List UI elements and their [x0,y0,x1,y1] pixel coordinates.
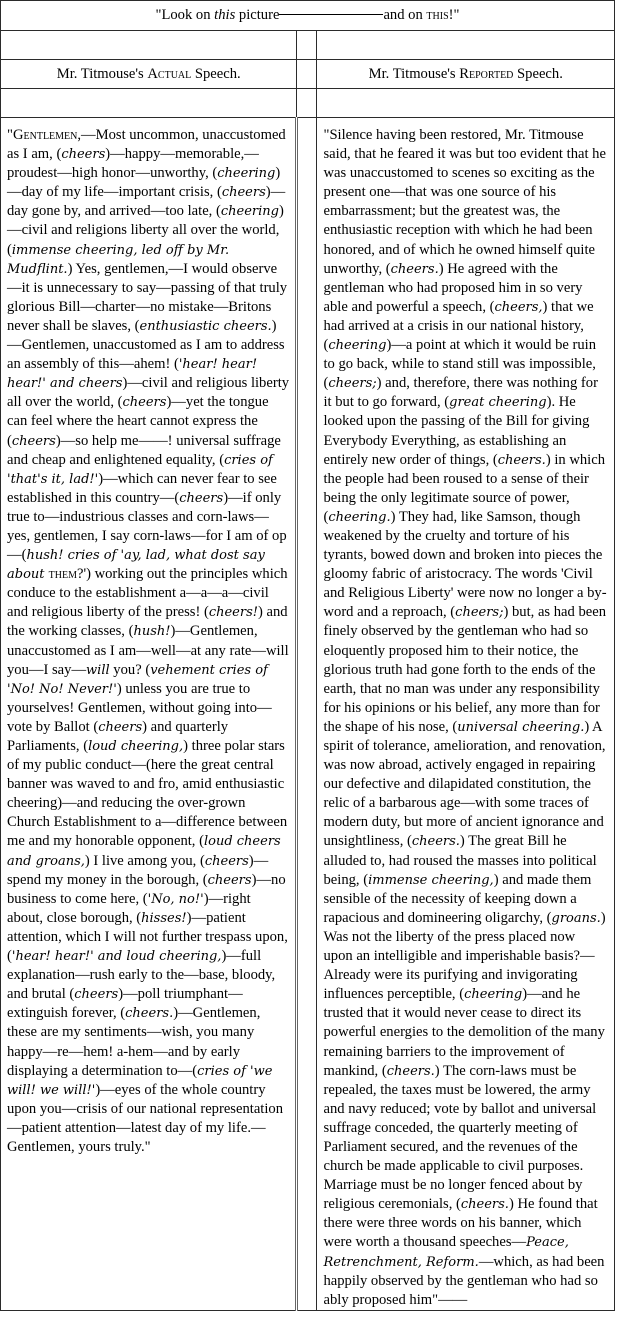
speech-text: you? ( [109,661,151,678]
speech-text: )—civil and religions liberty all over the world, ( [7,203,284,258]
speech-text: ) A spirit of tolerance, amelioration, and renovation, was now abroad, actively engaged in repairing our defective and dilapidated constitution, the relic of a barbarous age—with some traces of modern duty, but more of ancient ignorance and unsightliness, ( [323,718,606,850]
stage-direction: immense cheering, led off by Mr. Mudflint. [7,242,230,277]
speech-text: )—so help me——! universal suffrage and cheap and enlightened equality, ( [7,432,281,468]
speech-text: )—spend my money in the borough, ( [7,852,269,888]
stage-direction: hush! cries of 'ay, lad, what dost say about [7,548,265,583]
stage-direction: cheers; [328,376,377,392]
speech-row [1,118,615,1311]
stage-direction: hisses! [141,910,187,926]
speech-text: ) and, therefore, there was nothing for it but to go forward, ( [323,375,598,411]
speech-text: )—eyes of the whole country upon you—crisis of our national representation—patient attention—latest day of my life.—Gentlemen, yours truly." [7,1081,283,1155]
speech-text: )—if only true to—industrious classes and corn-laws—yes, gentlemen, I say corn-laws—for I am of op—( [7,489,287,564]
speech-text: ) He found that there were three words on his banner, which were worth a thousand speeches— [323,1196,598,1251]
speech-text: ) The great Bill he alluded to, had roused the masses into political being, ( [323,833,597,888]
stage-direction: will [86,662,110,678]
blank-cell-left [1,31,297,60]
speech-text: ). He looked upon the passing of the Bill for giving Everybody Everything, as establishing an entirely new order of things, ( [323,394,590,468]
stage-direction: cries of 'that's it, lad!' [7,452,273,487]
stage-direction: hush! [133,624,171,640]
speech-gap-cell [297,118,317,1311]
title-left: "Look on [155,7,215,23]
speech-text: )—day gone by, and arrived—too late, ( [7,184,286,220]
speech-text: ) They had, like Samson, though weakened by the cruelty and torture of his tyrants, bowed down and broken into pieces the gloomy fabric of aristocracy. The words 'Civil and Religious Liberty' were now no longer a by-word and a reproach, ( [323,508,607,621]
speech-text: )—no business to come here, ( [7,871,286,907]
speech-text: ?') working out the principles which conduce to the establishment a—a—a—civil and religious liberty of the press! ( [7,566,288,621]
speech-text: )—right about, close borough, ( [7,890,251,926]
stage-direction: cheering [328,338,387,354]
stage-direction: cheers [221,185,266,201]
title-left-italic: this [214,7,236,23]
stage-direction: cheers [204,853,249,869]
stage-direction: cheering [220,204,279,220]
speech-text: )—happy—memorable,—proudest—high honor—unworthy, ( [7,146,259,182]
header-reported-suffix: Speech. [513,65,563,82]
blank-cell-right [317,31,615,60]
speech-text: ) The corn-laws must be repealed, the taxes must be lowered, the army and navy reduced; vote by ballot and universal suffrage conceded, the quarterly meeting of Parliament secured, and the revenues of the church be made applicable to civil purposes. Marriage must be no longer fenced about by religious ceremonials, ( [323,1062,597,1213]
stage-direction: cheers [74,987,119,1003]
speech-text: "Silence having been restored, Mr. Titmouse said, that he feared it was but too evident that he was unaccustomed to scenes so exciting as the present one—that was one source of his embarrassment; but the greatest was, the enthusiastic reception with which he had been honored, and of which he owned himself quite unworthy, ( [323,127,606,277]
reported-speech-cell [317,118,615,1311]
stage-direction: cheers [98,719,143,735]
actual-speech-cell [1,118,297,1311]
speech-text: )—day of my life—important crisis, ( [7,165,281,201]
header-actual-suffix: Speech. [191,65,241,82]
stage-direction: cheers [61,147,106,163]
speech-text: —which, as had been happily observed by the gentleman who had so ably proposed him"—— [323,1253,605,1308]
blank-row-top [1,31,615,60]
stage-direction: cheers [122,395,167,411]
stage-direction: vehement cries of 'No! No! Never!' [7,662,268,697]
stage-direction: 'No, no!' [147,891,204,907]
blank-cell-left [1,89,297,118]
speech-text: )—civil and religious liberty all over the world, ( [7,375,290,411]
stage-direction: enthusiastic cheers. [139,318,272,334]
speech-text: ) and quarterly Parliaments, ( [7,718,229,754]
table-title [1,1,615,31]
title-left-after: picture [235,7,280,23]
stage-direction: cheering [217,166,276,182]
title-right-end: !" [448,7,460,23]
stage-direction: cheers [207,872,252,888]
header-actual-speech [1,60,297,89]
speech-text: ) Yes, gentlemen,—I would observe—it is unnecessary to say—passing of that truly glorious Bill—charter—no mistake—Britons never shall be slaves, ( [7,260,288,334]
stage-direction: cheers. [497,452,546,468]
speech-text: ) and made them sensible of the necessity of keeping down a rapacious and domineering oligarchy, ( [323,871,592,926]
stage-direction: cheers. [125,1006,174,1022]
speech-text: )—a point at which it would be ruin to go back, while to stand still was impossible, ( [323,337,597,392]
small-caps-text: them [48,566,77,583]
speech-text: )—patient attention, which I will not further trespass upon, ( [7,909,288,965]
stage-direction: cheers. [390,261,439,277]
blank-cell-gap [297,89,317,118]
stage-direction: cheers. [411,834,460,850]
header-gap [297,60,317,89]
speech-text: ) in which the people had been roused to a sense of their being the only legitimate source of power, ( [323,451,605,525]
speech-text: )—and he trusted that it would never cease to direct its powerful energies to the demolition of the many remaining barriers to the improvement of mankind, ( [323,986,605,1079]
speech-text: )—Gentlemen, unaccustomed as I am to address an assembly of this—ahem! ( [7,317,285,373]
header-actual-emphasis: Actual [147,65,192,82]
speech-text: )—full explanation—rush early to the—base, bloody, and brutal ( [7,948,276,1003]
title-row [1,1,615,31]
speech-text: ) I live among you, ( [84,852,205,869]
stage-direction: cheers [179,490,224,506]
stage-direction: loud cheering, [88,739,184,754]
speech-text: ) He agreed with the gentleman who had proposed him in so very able and powerful a speech, ( [323,260,583,315]
speech-text: ) but, as had been finely observed by the gentleman who had so eloquently proposed him to their notice, the glorious truth had gone forth to the ends of the earth, that no man was under any responsibility for his opinions or his belief, any more than for the shape of his nose, ( [323,604,607,735]
small-caps-text: Gentlemen [12,127,78,143]
stage-direction: cheers. [386,1063,435,1079]
speech-text: ) three polar stars of my public conduct—(here the great central banner was waved to and fro, amid enthusiastic cheering)—and reducing the over-grown Church Establishment to a—difference between me and my honorable opponent, ( [7,738,288,850]
stage-direction: cheering. [328,509,391,525]
speech-text: ) that we had arrived at a crisis in our national history, ( [323,298,594,354]
stage-direction: cheers! [208,605,258,621]
reported-speech-text [317,118,614,1310]
blank-row-bottom [1,89,615,118]
header-reported-emphasis: Reported [459,65,514,82]
stage-direction: cheers [11,433,56,449]
blank-cell-right [317,89,615,118]
stage-direction: groans. [551,910,601,926]
title-right-small-caps: this [426,7,449,23]
stage-direction: cheers. [460,1197,509,1213]
stage-direction: cheers, [494,299,543,315]
stage-direction: immense cheering, [368,872,494,888]
header-reported-speech [317,60,615,89]
stage-direction: 'hear! hear! hear!' and cheers [7,357,258,392]
title-dash [279,14,383,15]
speech-text: ) unless you are true to yourselves! Gentlemen, without going into—vote by Ballot ( [7,680,272,735]
speech-text: ) Was not the liberty of the press placed now upon an intelligible and imperishable basis?—Already were its purifying and invigorating influences perceptible, ( [323,909,606,1003]
speech-text: )—which can never fear to see established in this country—( [7,470,277,506]
stage-direction: universal cheering. [457,719,585,735]
header-row [1,60,615,89]
stage-direction: loud cheers and groans, [7,834,281,869]
header-reported-prefix: Mr. Titmouse's [368,65,460,82]
speech-text: ) and the working classes, ( [7,604,288,640]
speech-text: ,—Most uncommon, unaccustomed as I am, ( [7,127,286,163]
stage-direction: cheers; [455,605,504,621]
stage-direction: great cheering [449,395,547,411]
speech-text: )—poll triumphant—extinguish forever, ( [7,986,243,1022]
speech-text: )—Gentlemen, these are my sentiments—wish, you many happy—re—hem! a-hem—and by early displaying a determination to—( [7,1005,261,1079]
speech-text: )—yet the tongue can feel where the heart cannot express the ( [7,394,269,449]
stage-direction: cheering [464,987,523,1003]
header-actual-prefix: Mr. Titmouse's [56,65,148,82]
speech-text: " [7,127,13,143]
blank-cell-gap [297,31,317,60]
actual-speech-text [1,118,295,1157]
stage-direction: cries of 'we will! we will!' [7,1063,273,1098]
speech-text: )—Gentlemen, unaccustomed as I am—well—at any rate—will you—I say— [7,623,289,678]
stage-direction: 'hear! hear!' and loud cheering, [11,949,222,965]
title-right: and on [383,7,427,23]
stage-direction: Peace, Retrenchment, Reform. [323,1235,569,1270]
